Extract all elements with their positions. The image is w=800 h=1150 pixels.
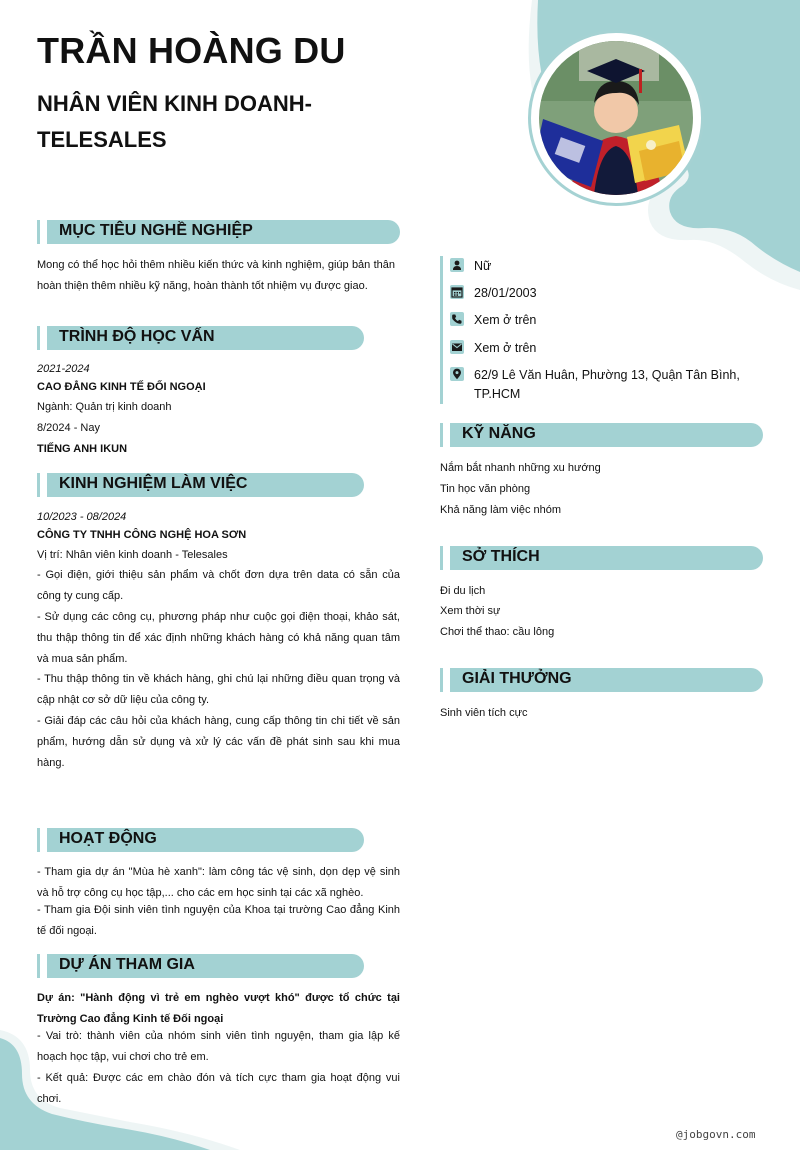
section-title-experience: KINH NGHIỆM LÀM VIỆC <box>59 475 248 492</box>
section-title-hobbies: SỞ THÍCH <box>462 548 540 565</box>
location-icon <box>450 367 464 381</box>
section-header-awards <box>440 668 763 692</box>
skill-item: Nắm bắt nhanh những xu hướng <box>440 462 601 474</box>
section-header-experience <box>37 473 364 497</box>
activity-item: - Tham gia Đội sinh viên tình nguyện của Khoa tại trường Cao đẳng Kinh tế đối ngoại. <box>37 904 400 937</box>
candidate-name: TRẦN HOÀNG DU <box>37 30 346 71</box>
experience-detail: - Giải đáp các câu hỏi của khách hàng, cung cấp thông tin chi tiết về sản phẩm, hướng dẫn sử dụng và xử lý các vấn đề phát sinh sau khi mua hàng. <box>37 715 400 769</box>
section-title-objective: MỤC TIÊU NGHỀ NGHIỆP <box>59 222 253 239</box>
contact-gender-text: Nữ <box>474 259 492 273</box>
section-header-skills <box>440 423 763 447</box>
section-header-projects <box>37 954 364 978</box>
contact-accent-line <box>440 256 443 404</box>
experience-position: Vị trí: Nhân viên kinh doanh - Telesales <box>37 549 228 561</box>
hobby-item: Đi du lịch <box>440 585 486 597</box>
experience-detail: - Thu thập thông tin về khách hàng, ghi chú lại những điều quan trọng và cập nhật cơ sở dữ liệu của công ty. <box>37 673 400 706</box>
education-major: Ngành: Quản trị kinh doanh <box>37 401 172 413</box>
phone-icon <box>450 312 464 326</box>
section-title-projects: DỰ ÁN THAM GIA <box>59 956 195 973</box>
contact-address-text: 62/9 Lê Văn Huân, Phường 13, Quận Tân Bình, TP.HCM <box>474 368 740 401</box>
section-title-activities: HOẠT ĐỘNG <box>59 830 157 847</box>
section-header-hobbies <box>440 546 763 570</box>
candidate-role: NHÂN VIÊN KINH DOANH- TELESALES <box>37 91 312 152</box>
hobby-item: Chơi thể thao: cầu lông <box>440 626 555 638</box>
hobby-item: Xem thời sự <box>440 605 501 617</box>
contact-email-text: Xem ở trên <box>474 341 537 355</box>
section-title-awards: GIẢI THƯỞNG <box>462 670 572 687</box>
experience-detail: - Gọi điện, giới thiệu sản phẩm và chốt đơn dựa trên data có sẵn của công ty cung cấp. <box>37 569 400 602</box>
education-school: CAO ĐẲNG KINH TẾ ĐỐI NGOẠI <box>37 381 206 393</box>
activity-item: - Tham gia dự án "Mùa hè xanh": làm công tác vệ sinh, dọn dẹp vệ sinh và hỗ trợ công cụ học tập,... cho các em học sinh tại các xã nghèo. <box>37 866 400 899</box>
profile-photo-frame <box>528 30 704 206</box>
project-role: - Vai trò: thành viên của nhóm sinh viên tình nguyện, tham gia lập kế hoạch học tập, vui chơi cho trẻ em. <box>37 1030 400 1063</box>
section-header-objective <box>37 220 400 244</box>
project-name: Dự án: "Hành động vì trẻ em nghèo vượt khó" được tổ chức tại Trường Cao đẳng Kinh tế Đối ngoại <box>37 992 400 1025</box>
contact-birthday-text: 28/01/2003 <box>474 286 537 300</box>
education-period-2: 8/2024 - Nay <box>37 422 100 434</box>
experience-detail: - Sử dụng các công cụ, phương pháp như cuộc gọi điện thoại, khảo sát, thu thập thông tin để xác định những khách hàng có khả năng quan tâm và mua sản phẩm. <box>37 611 400 665</box>
person-icon <box>450 258 464 272</box>
experience-period: 10/2023 - 08/2024 <box>37 511 127 523</box>
award-item: Sinh viên tích cực <box>440 707 528 719</box>
calendar-icon <box>450 285 464 299</box>
section-title-skills: KỸ NĂNG <box>462 425 536 442</box>
section-header-education <box>37 326 364 350</box>
mail-icon <box>450 340 464 354</box>
profile-photo <box>539 41 693 195</box>
skill-item: Tin học văn phòng <box>440 483 531 495</box>
section-header-activities <box>37 828 364 852</box>
section-title-education: TRÌNH ĐỘ HỌC VẤN <box>59 328 215 345</box>
project-result: - Kết quả: Được các em chào đón và tích cực tham gia hoạt động vui chơi. <box>37 1072 400 1105</box>
skill-item: Khả năng làm việc nhóm <box>440 504 562 516</box>
objective-text: Mong có thể học hỏi thêm nhiều kiến thức và kinh nghiệm, giúp bản thân hoàn thiện thêm nhiều kỹ năng, hoàn thành tốt nhiệm vụ được giao. <box>37 259 395 292</box>
education-school-2: TIẾNG ANH IKUN <box>37 443 128 455</box>
experience-company: CÔNG TY TNHH CÔNG NGHỆ HOA SƠN <box>37 529 247 541</box>
contact-phone-text: Xem ở trên <box>474 313 537 327</box>
education-period: 2021-2024 <box>37 363 90 375</box>
footer-watermark: @jobgovn.com <box>676 1128 756 1141</box>
